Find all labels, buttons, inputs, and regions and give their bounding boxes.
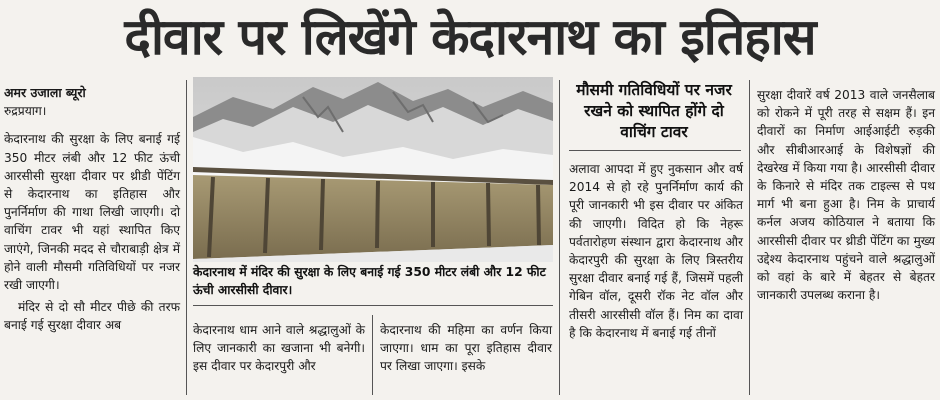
column-5-text: सुरक्षा दीवारें वर्ष 2013 वाले जनसैलाब को रोकने में पूरी तरह से सक्षम हैं। इन दीवारों का निर्माण आईआईटी रुड़की और सीबीआरआई के विशेषज्ञों की देखरेख में किया गया है। आरसीसी दीवार के किनारे से मंदिर तक टाइल्स से पथ मार्ग भी बना हुआ है। निम के प्राचार्य कर्नल अजय कोठियाल ने बताया कि आरसीसी दीवार पर थ्रीडी पेंटिंग का मुख्य उद्देश्य केदारनाथ पहुंचने वाले श्रद्धालुओं को वहां के बारे में बेहतर से बेहतर जानकारी उपलब्ध कराना है।: [757, 88, 935, 303]
column-rule: [372, 315, 373, 395]
column-4-text: अलावा आपदा में हुए नुकसान और वर्ष 2014 से हो रहे पुनर्निर्माण कार्य की पूरी जानकारी भी इस दीवार पर अंकित की जाएगी। विदित हो कि नेहरू पर्वतारोहण संस्थान द्वारा केदारनाथ और केदारपुरी की सुरक्षा के लिए त्रिस्तरीय सुरक्षा दीवार बनाई गई हैं, जिसमें पहली गेबिन वॉल, दूसरी रॉक नेट वॉल और तीसरी आरसीसी वॉल हैं। निम का दावा है कि केदारनाथ में बनाई गई तीनों: [569, 162, 743, 340]
photo-caption: केदारनाथ में मंदिर की सुरक्षा के लिए बनाई गई 350 मीटर लंबी और 12 फीट ऊंची आरसीसी दीवार।: [193, 265, 546, 297]
caption-rule: [193, 305, 553, 306]
article-column-2: [193, 321, 365, 376]
byline: अमर उजाला ब्यूरो: [4, 85, 86, 100]
subhead-rule: [569, 150, 741, 151]
column-rule: [559, 80, 560, 395]
dateline: रुद्रप्रयाग।: [4, 104, 47, 119]
column-3-text: केदारनाथ की महिमा का वर्णन किया जाएगा। धाम का पूरा इतिहास दीवार पर लिखा जाएगा। इसके: [380, 323, 552, 374]
article-column-4: [569, 160, 743, 342]
article-column-3: [380, 321, 552, 376]
column-rule: [186, 80, 187, 395]
column-2-text: केदारनाथ धाम आने वाले श्रद्धालुओं के लिए जानकारी का खजाना भी बनेगी। इस दीवार पर केदारपुरी और: [193, 323, 365, 374]
article-column-5: [757, 86, 935, 304]
subheadline: मौसमी गतिविधियों पर नजर रखने को स्थापित होंगे दो वाचिंग टावर: [576, 81, 732, 141]
kedarnath-wall-photo: [193, 77, 553, 262]
column-1-paragraph-1: केदारनाथ की सुरक्षा के लिए बनाई गई 350 मीटर लंबी और 12 फीट ऊंची आरसीसी सुरक्षा दीवार पर थ्रीडी पेंटिंग से केदारनाथ का इतिहास और पुनर्निर्माण की गाथा लिखी जाएगी। दो वाचिंग टावर भी यहां स्थापित किए जाएंगे, जिनकी मदद से चौराबाड़ी क्षेत्र में होने वाली मौसमी गतिविधियों पर नजर रखी जाएगी।: [4, 132, 180, 293]
column-rule: [749, 80, 750, 395]
article-photo: [193, 77, 553, 262]
headline: दीवार पर लिखेंगे केदारनाथ का इतिहास: [124, 8, 816, 66]
column-1-paragraph-2: मंदिर से दो सौ मीटर पीछे की तरफ बनाई गई सुरक्षा दीवार अब: [4, 300, 180, 333]
article-column-1: [4, 84, 180, 335]
